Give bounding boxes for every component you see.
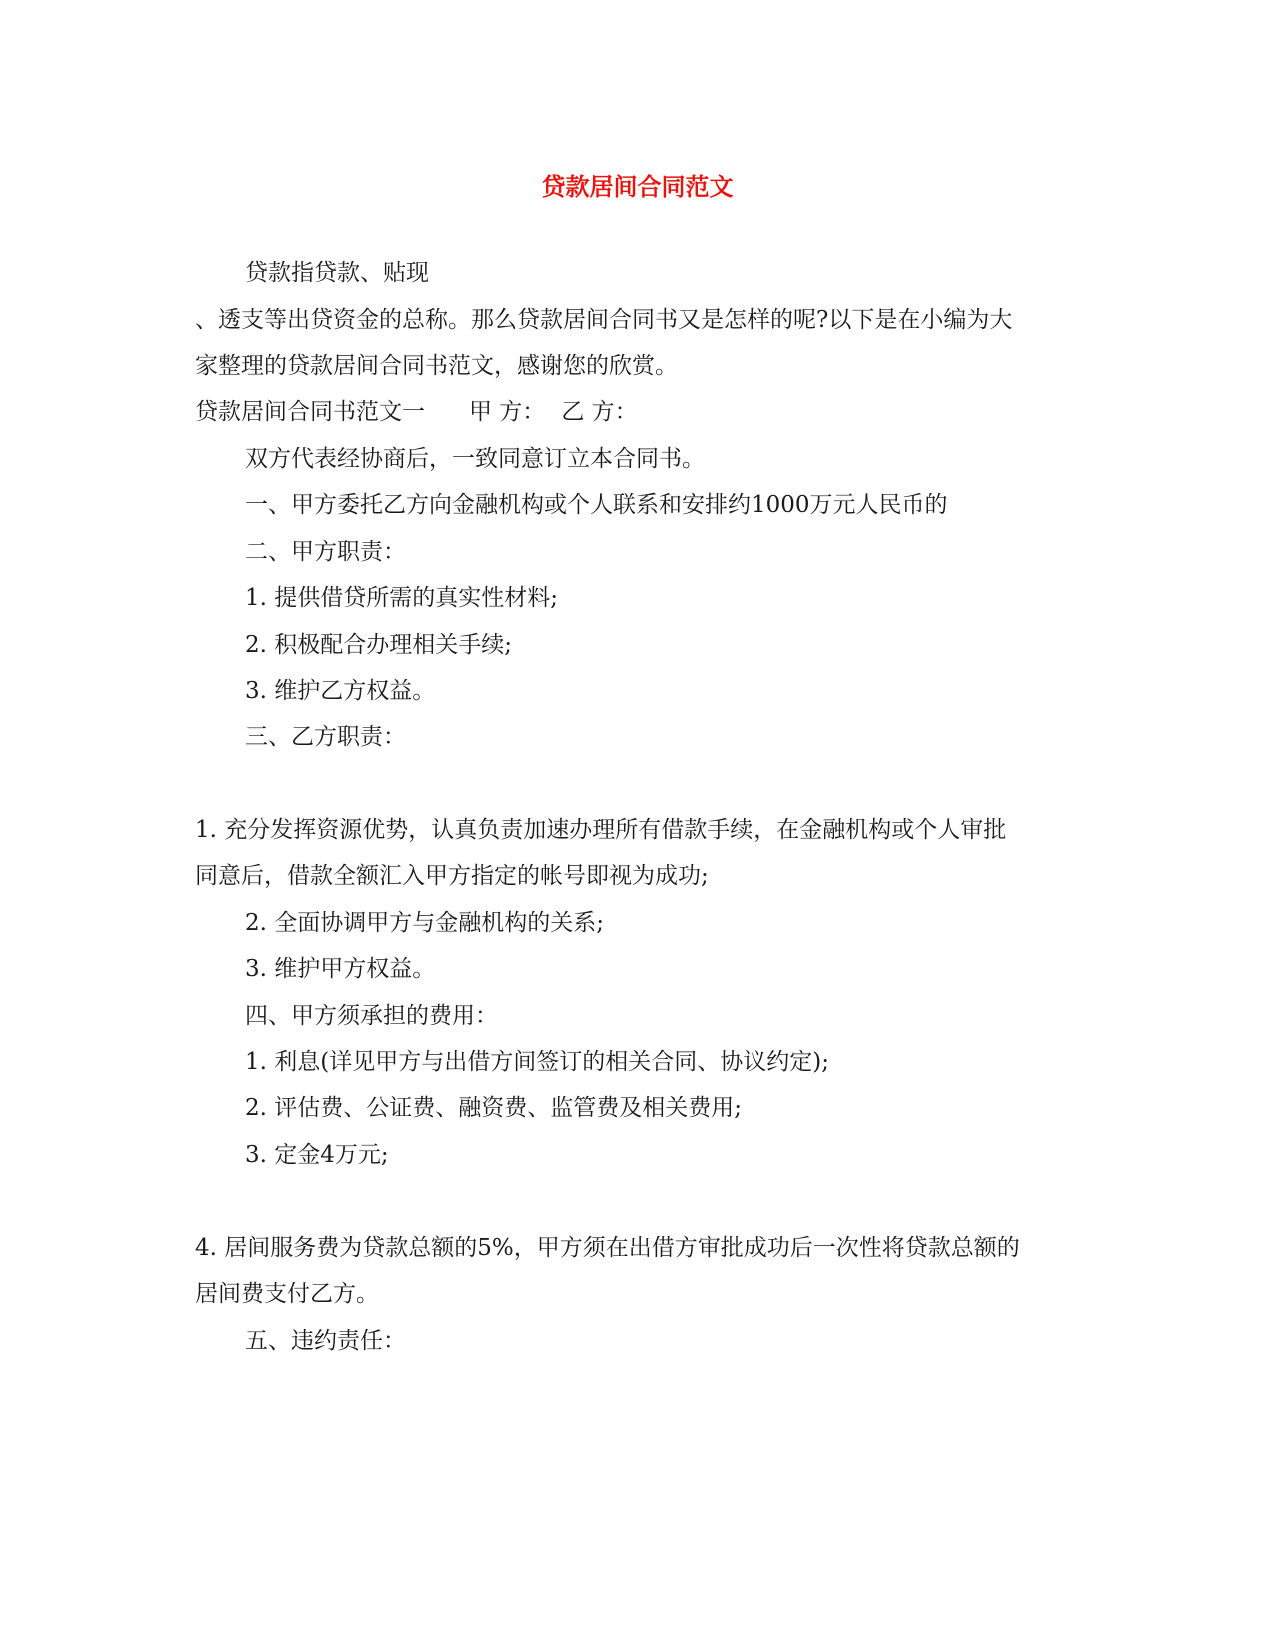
paragraph-line: 、透支等出贷资金的总称。那么贷款居间合同书又是怎样的呢?以下是在小编为大 (195, 307, 1013, 333)
paragraph-line: 贷款指贷款、贴现 (245, 260, 429, 286)
contract-header-line (195, 397, 638, 427)
clause-heading: 一、甲方委托乙方向金融机构或个人联系和安排约1000万元人民币的 (245, 492, 948, 518)
list-item: 2. 积极配合办理相关手续; (245, 632, 513, 658)
party-b-label: 乙 方： (561, 399, 638, 425)
clause-heading: 二、甲方职责： (245, 539, 406, 565)
document-title: 贷款居间合同范文 (541, 173, 734, 201)
paragraph-line: 家整理的贷款居间合同书范文，感谢您的欣赏。 (195, 353, 678, 379)
list-item: 2. 全面协调甲方与金融机构的关系; (245, 910, 605, 936)
clause-heading: 四、甲方须承担的费用： (245, 1003, 498, 1029)
clause-heading: 三、乙方职责： (245, 724, 406, 750)
list-item: 1. 提供借贷所需的真实性材料; (245, 585, 559, 611)
contract-example-label: 贷款居间合同书范文一 (195, 399, 425, 425)
list-item: 3. 维护甲方权益。 (245, 956, 436, 982)
list-item: 1. 充分发挥资源优势，认真负责加速办理所有借款手续，在金融机构或个人审批 (195, 817, 1007, 843)
paragraph-line: 居间费支付乙方。 (195, 1281, 379, 1307)
list-item: 3. 维护乙方权益。 (245, 678, 436, 704)
paragraph-line: 同意后，借款全额汇入甲方指定的帐号即视为成功; (195, 863, 709, 889)
list-item: 1. 利息(详见甲方与出借方间签订的相关合同、协议约定); (245, 1049, 829, 1075)
list-item: 2. 评估费、公证费、融资费、监管费及相关费用; (245, 1095, 743, 1121)
party-a-label: 甲 方： (469, 399, 546, 425)
clause-heading: 五、违约责任： (245, 1328, 406, 1354)
paragraph-line: 双方代表经协商后，一致同意订立本合同书。 (245, 446, 705, 472)
list-item: 3. 定金4万元; (245, 1142, 389, 1168)
list-item: 4. 居间服务费为贷款总额的5%，甲方须在出借方审批成功后一次性将贷款总额的 (195, 1235, 1020, 1261)
